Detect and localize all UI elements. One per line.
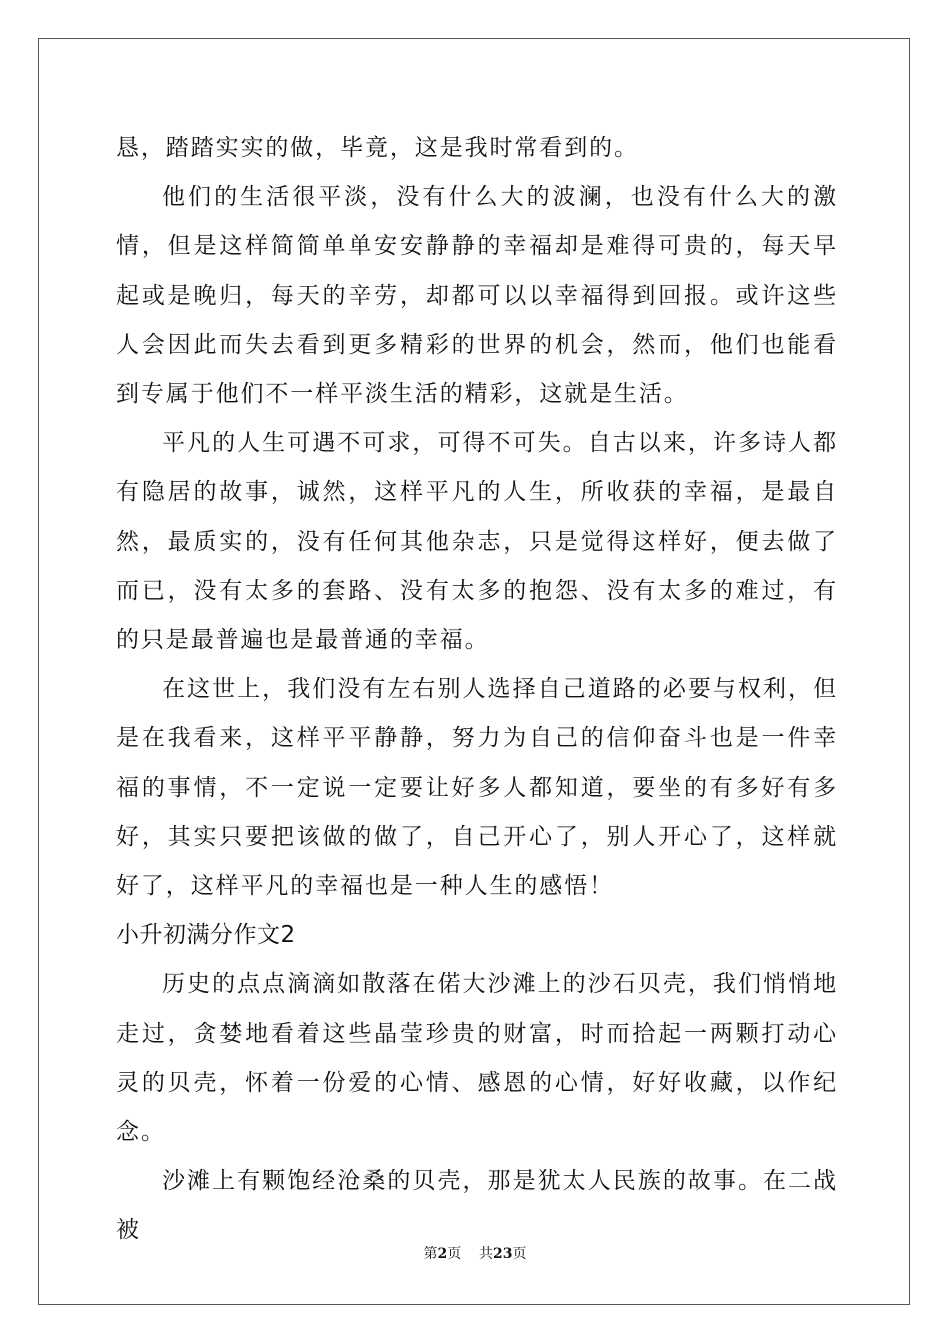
document-body	[116, 124, 838, 1256]
section-heading: 小升初满分作文2	[116, 922, 296, 949]
paragraph: 他们的生活很平淡，没有什么大的波澜，也没有什么大的激情，但是这样简简单单安安静静的幸福却是难得可贵的，每天早起或是晚归，每天的辛劳，却都可以以幸福得到回报。或许这些人会因此而失去看到更多精彩的世界的机会，然而，他们也能看到专属于他们不一样平淡生活的精彩，这就是生活。	[116, 184, 838, 408]
total-prefix: 共	[479, 1246, 494, 1262]
page-footer	[0, 1243, 950, 1263]
total-pages: 23	[493, 1246, 513, 1262]
page-suffix: 页	[447, 1246, 462, 1262]
page-number: 2	[437, 1246, 448, 1262]
paragraph: 平凡的人生可遇不可求，可得不可失。自古以来，许多诗人都有隐居的故事，诚然，这样平凡的人生，所收获的幸福，是最自然，最质实的，没有任何其他杂志，只是觉得这样好，便去做了而已，没有太多的套路、没有太多的抱怨、没有太多的难过，有的只是最普遍也是最普通的幸福。	[116, 430, 838, 654]
paragraph: 沙滩上有颗饱经沧桑的贝壳，那是犹太人民族的故事。在二战被	[116, 1168, 838, 1244]
paragraph: 在这世上，我们没有左右别人选择自己道路的必要与权利，但是在我看来，这样平平静静，努力为自己的信仰奋斗也是一件幸福的事情，不一定说一定要让好多人都知道，要坐的有多好有多好，其实只要把该做的做了，自己开心了，别人开心了，这样就好了，这样平凡的幸福也是一种人生的感悟！	[116, 676, 838, 900]
page-prefix: 第	[423, 1246, 438, 1262]
total-suffix: 页	[512, 1246, 527, 1262]
paragraph: 历史的点点滴滴如散落在偌大沙滩上的沙石贝壳，我们悄悄地走过，贪婪地看着这些晶莹珍贵的财富，时而拾起一两颗打动心灵的贝壳，怀着一份爱的心情、感恩的心情，好好收藏，以作纪念。	[116, 971, 838, 1146]
paragraph: 恳，踏踏实实的做，毕竟，这是我时常看到的。	[116, 135, 639, 161]
